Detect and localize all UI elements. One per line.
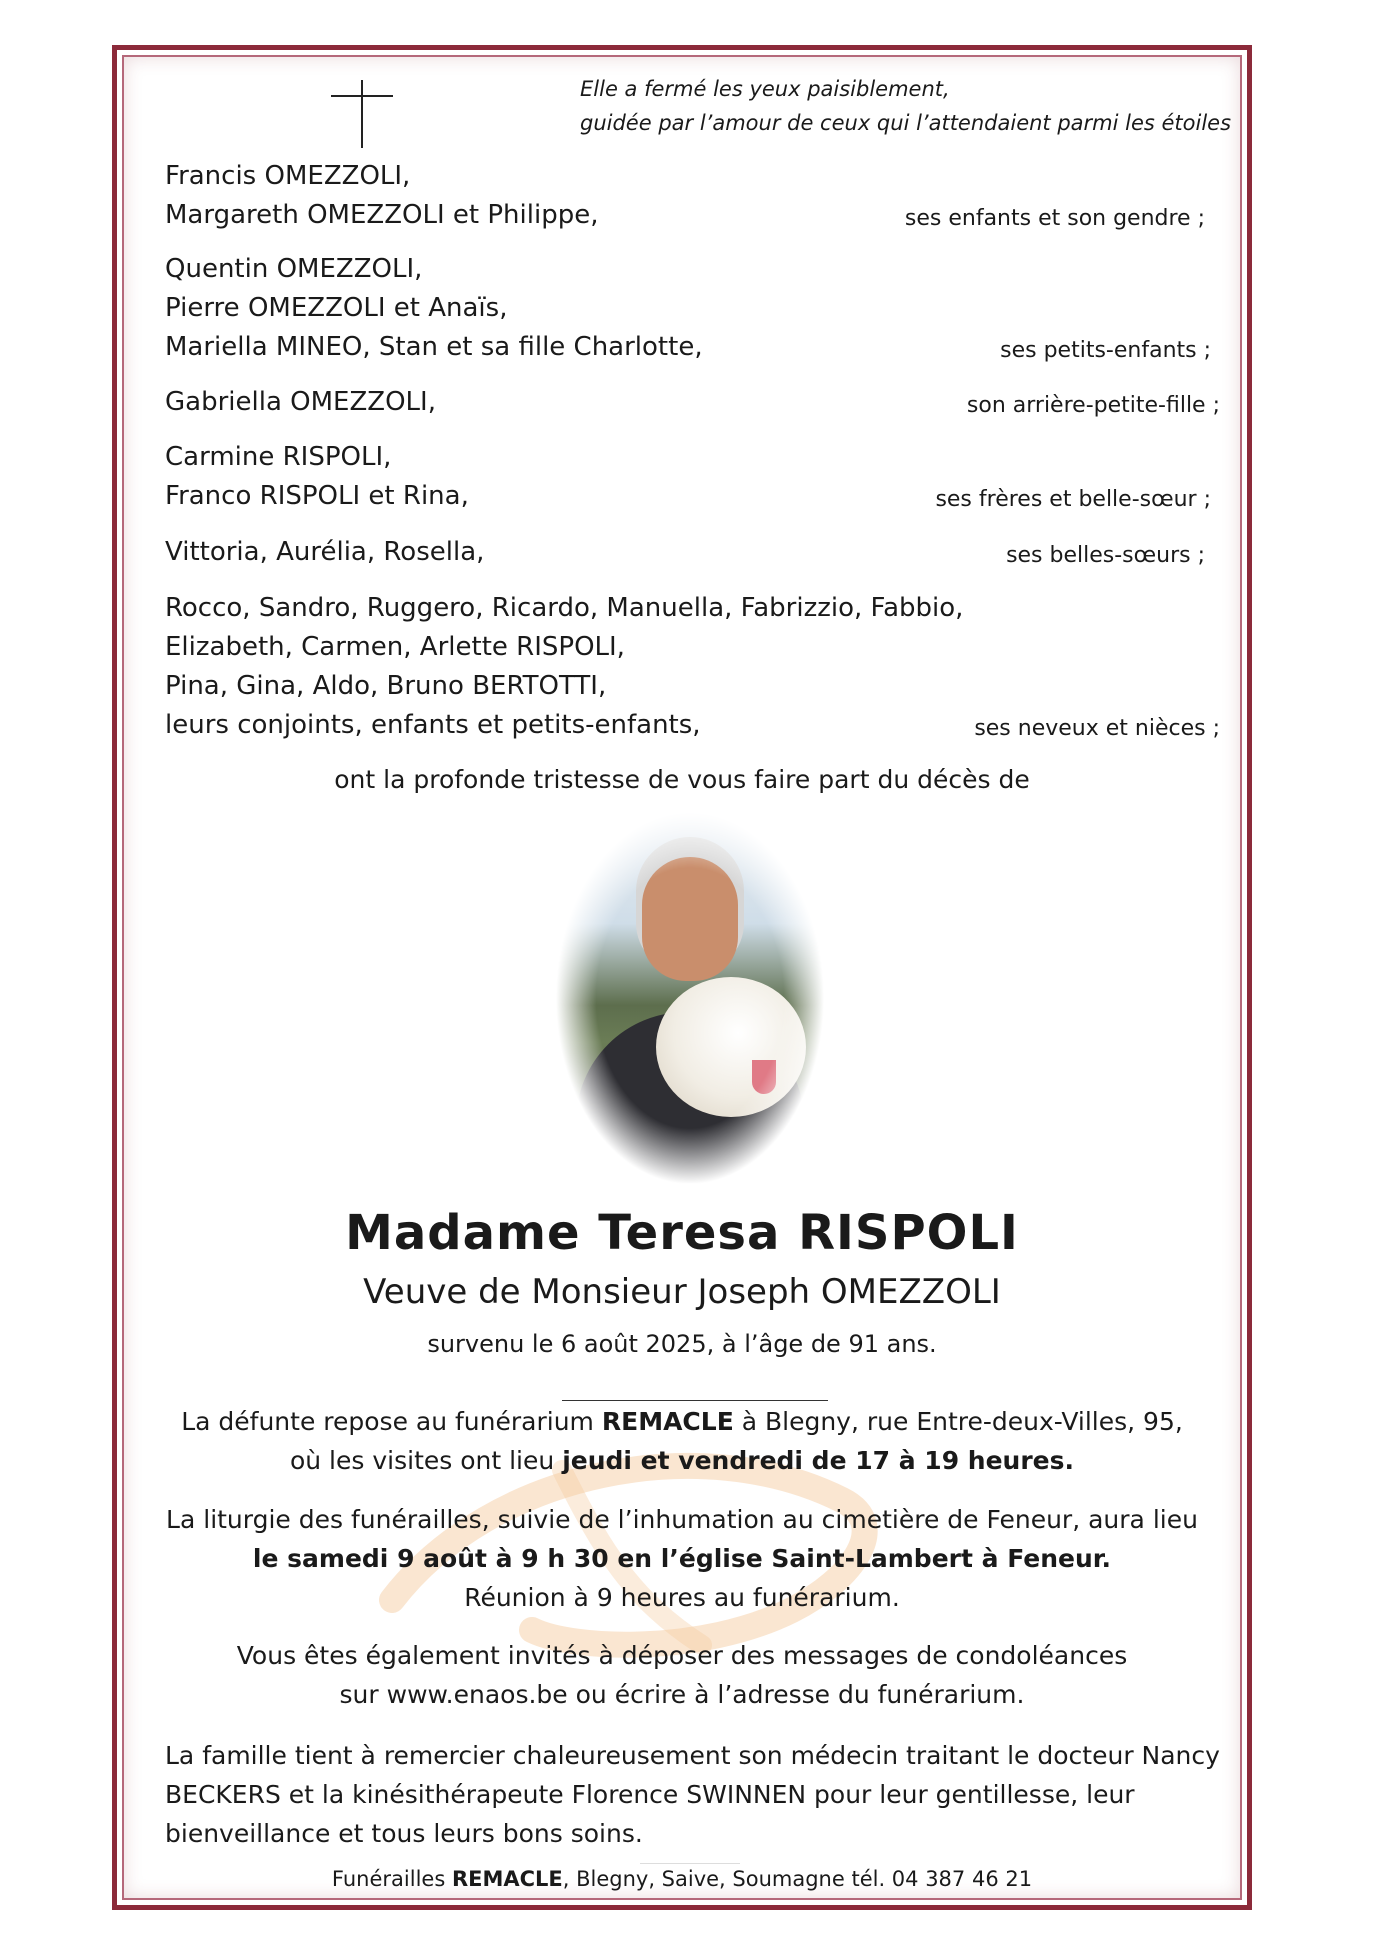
announcement: ont la profonde tristesse de vous faire part du décès de (334, 765, 1030, 794)
poem (580, 72, 1231, 140)
family-name: Mariella MINEO, Stan et sa fille Charlotte, (165, 332, 703, 362)
family-name: Gabriella OMEZZOLI, (165, 387, 436, 417)
family-group-children (165, 157, 1225, 235)
footer-contact: , Blegny, Saive, Soumagne tél. 04 387 46 21 (562, 1867, 1033, 1891)
thanks-line: La famille tient à remercier chaleureusement son médecin traitant le docteur Nancy (165, 1741, 1220, 1770)
family-name: Margareth OMEZZOLI et Philippe, (165, 200, 599, 230)
family-relation: ses frères et belle-sœur ; (935, 487, 1211, 512)
family-group-sisters-in-law (165, 533, 1225, 572)
family-name: Pierre OMEZZOLI et Anaïs, (165, 293, 508, 323)
family-relation: ses petits-enfants ; (1000, 338, 1211, 363)
condolences-line-1: Vous êtes également invités à déposer des messages de condoléances (236, 1641, 1128, 1670)
family-name: Vittoria, Aurélia, Rosella, (165, 537, 485, 567)
deceased-spouse: Veuve de Monsieur Joseph OMEZZOLI (363, 1272, 1001, 1312)
footer-funeral-home: REMACLE (451, 1867, 563, 1891)
visits-address: à Blegny, rue Entre-deux-Villes, 95, (733, 1407, 1183, 1436)
separator-line (562, 1400, 828, 1401)
liturgy-line-2: le samedi 9 août à 9 h 30 en l’église Saint-Lambert à Feneur. (252, 1544, 1112, 1573)
photo-dog-tongue (752, 1060, 776, 1094)
thanks-paragraph (165, 1736, 1225, 1853)
cross-icon-bar (331, 95, 393, 97)
footer (122, 1867, 1242, 1891)
family-relation: son arrière-petite-fille ; (966, 393, 1220, 418)
visits-line-2 (122, 1446, 1242, 1475)
cross-icon (361, 80, 363, 148)
family-group-great-grandchild (165, 383, 1225, 422)
family-name: Franco RISPOLI et Rina, (165, 481, 469, 511)
family-name: Rocco, Sandro, Ruggero, Ricardo, Manuella, Fabrizzio, Fabbio, (165, 593, 964, 623)
deceased-name: Madame Teresa RISPOLI (345, 1205, 1019, 1261)
visits-text: La défunte repose au funérarium (181, 1407, 602, 1436)
poem-line: Elle a fermé les yeux paisiblement, (580, 77, 950, 101)
condolences-line-2: sur www.enaos.be ou écrire à l’adresse du funérarium. (339, 1680, 1025, 1709)
family-name: Elizabeth, Carmen, Arlette RISPOLI, (165, 632, 625, 662)
family-relation: ses belles-sœurs ; (1006, 543, 1205, 568)
liturgy-line-1: La liturgie des funérailles, suivie de l’inhumation au cimetière de Feneur, aura lieu (166, 1505, 1198, 1534)
family-name: leurs conjoints, enfants et petits-enfants, (165, 710, 701, 740)
poem-line: guidée par l’amour de ceux qui l’attendaient parmi les étoiles (580, 111, 1232, 135)
thanks-line: BECKERS et la kinésithérapeute Florence SWINNEN pour leur gentillesse, leur (165, 1780, 1135, 1809)
visits-schedule: jeudi et vendredi de 17 à 19 heures. (562, 1446, 1075, 1475)
photo-dog-shape (656, 977, 806, 1117)
family-group-siblings (165, 438, 1225, 516)
photo-face-shape (642, 857, 738, 981)
thanks-line: bienveillance et tous leurs bons soins. (165, 1819, 643, 1848)
deceased-date: survenu le 6 août 2025, à l’âge de 91 ans. (427, 1330, 937, 1358)
family-relation: ses enfants et son gendre ; (904, 206, 1205, 231)
portrait-photo (556, 812, 824, 1184)
family-name: Francis OMEZZOLI, (165, 161, 411, 191)
funeral-home-name: REMACLE (601, 1407, 734, 1436)
family-name: Quentin OMEZZOLI, (165, 254, 423, 284)
visits-line-1 (122, 1407, 1242, 1436)
liturgy-line-3: Réunion à 9 heures au funérarium. (464, 1583, 900, 1612)
family-relation: ses neveux et nièces ; (974, 716, 1220, 741)
footer-separator (640, 1863, 740, 1864)
footer-text: Funérailles (331, 1867, 452, 1891)
family-group-grandchildren (165, 250, 1225, 367)
family-group-nephews (165, 589, 1225, 745)
family-name: Carmine RISPOLI, (165, 442, 392, 472)
visits-text: où les visites ont lieu (289, 1446, 563, 1475)
family-name: Pina, Gina, Aldo, Bruno BERTOTTI, (165, 671, 607, 701)
